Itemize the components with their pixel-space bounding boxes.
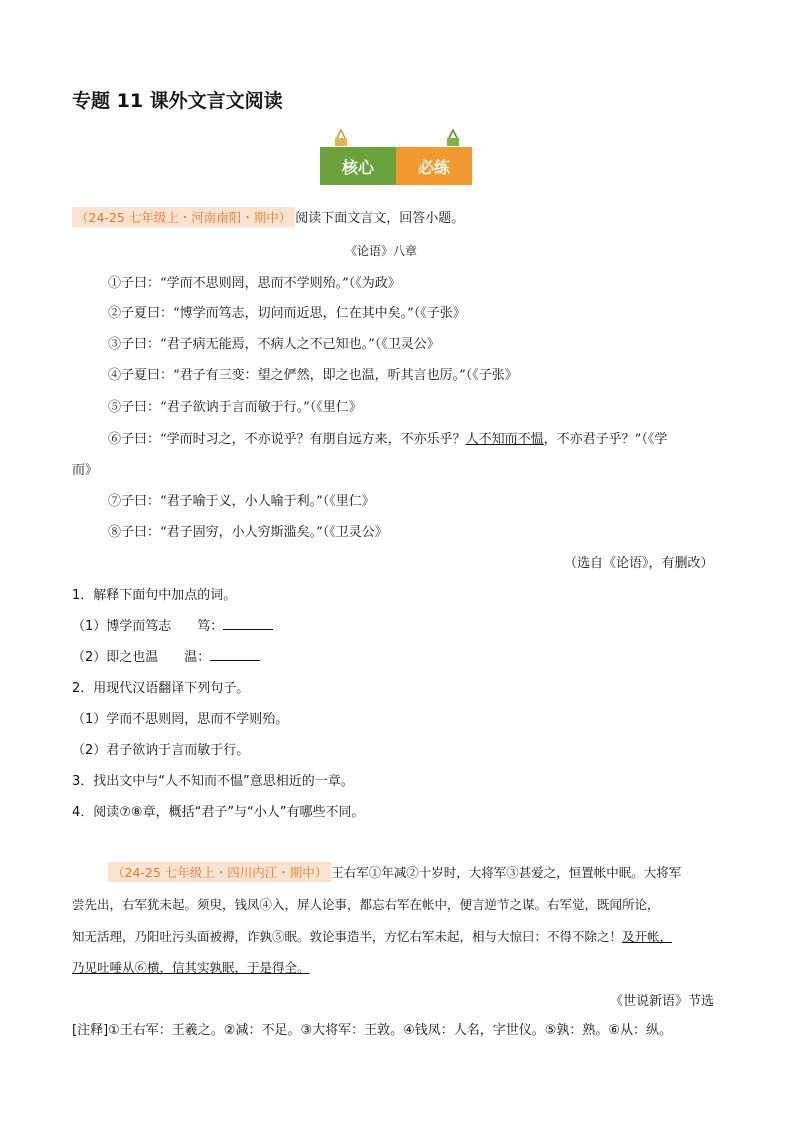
question: 2．用现代汉语翻译下列句子。 [72, 681, 250, 696]
passage-title: 《论语》八章 [345, 244, 418, 258]
question: 4．阅读⑦⑧章，概括“君子”与“小人”有哪些不同。 [72, 805, 365, 820]
passage-line: ①子曰：“学而不思则罔，思而不学则殆。”（《为政》 [108, 276, 401, 291]
answer-blank[interactable] [210, 648, 260, 661]
passage-line [108, 428, 667, 447]
binder-clip-icon [334, 128, 348, 148]
passage-text: 王右军①年减②十岁时，大将军③甚爱之，恒置帐中眠。大将军 [331, 865, 682, 880]
binder-clip-icon [446, 128, 460, 148]
source-note: （选自《论语》，有删改） [564, 556, 714, 571]
question: 1．解释下面句中加点的词。 [72, 588, 237, 603]
passage-line: ③子曰：“君子病无能焉，不病人之不己知也。”（《卫灵公》 [108, 337, 440, 352]
question: （2）君子欲讷于言而敏于行。 [72, 743, 250, 758]
underlined-sentence: 及开帐， [622, 929, 673, 944]
question [72, 646, 260, 665]
passage-text: ，不亦君子乎？”（《学 [543, 432, 668, 447]
passage-line: ⑤子曰：“君子欲讷于言而敏于行。”（《里仁》 [108, 400, 362, 415]
passage-line: ⑦子曰：“君子喻于义，小人喻于利。”（《里仁》 [108, 494, 375, 509]
core-practice-badge [320, 128, 472, 188]
underlined-sentence: 乃见吐唾从⑥横，信其实孰眠，于是得全。 [72, 960, 310, 975]
page-title: 专题 11 课外文言文阅读 [72, 90, 283, 112]
question-text: （2）即之也温 温： [72, 650, 211, 665]
passage-line: 而》 [72, 463, 99, 478]
passage-line: ⑧子曰：“君子固穷，小人穷斯滥矣。”（《卫灵公》 [108, 525, 388, 540]
question [72, 615, 273, 634]
source-note: 《世说新语》节选 [610, 994, 715, 1009]
badge-left-label: 核心 [320, 147, 396, 185]
question: 3．找出文中与“人不知而不愠”意思相近的一章。 [72, 774, 354, 789]
badge-right-label: 必练 [396, 147, 472, 185]
underlined-sentence: 人不知而不愠 [465, 432, 544, 447]
source-tag: （24-25 七年级上・河南南阳・期中） [72, 207, 295, 227]
section2-header [108, 862, 681, 882]
annotation: [注释]①王右军：王羲之。②减：不足。③大将军：王敦。④钱凤：人名，字世仪。⑤孰：熟。⑥从：纵。 [72, 1023, 673, 1038]
question-text: （1）博学而笃志 笃： [72, 619, 224, 634]
answer-blank[interactable] [223, 617, 273, 630]
instruction: 阅读下面文言文，回答小题。 [295, 211, 465, 226]
passage-text: ⑥子曰：“学而时习之，不亦说乎？有朋自远方来，不亦乐乎？ [108, 432, 466, 447]
passage-line: ②子夏曰：“博学而笃志，切问而近思，仁在其中矣。”（《子张》 [108, 306, 466, 321]
section1-header [72, 207, 464, 227]
source-tag: （24-25 七年级上・四川内江・期中） [108, 862, 331, 882]
passage-line [72, 927, 672, 945]
passage-text: 知无活理，乃阳吐污头面被褥，诈孰⑤眠。敦论事造半，方忆右军未起，相与大惊曰：不得不除之！ [72, 929, 623, 944]
passage-line: 尝先出，右军犹未起。须臾，钱凤④入，屏人论事，都忘右军在帐中，便言逆节之谋。右军觉，既闻所论， [72, 897, 660, 912]
passage-line: ④子夏曰：“君子有三变：望之俨然，即之也温，听其言也厉。”（《子张》 [108, 368, 518, 383]
question: （1）学而不思则罔，思而不学则殆。 [72, 712, 289, 727]
